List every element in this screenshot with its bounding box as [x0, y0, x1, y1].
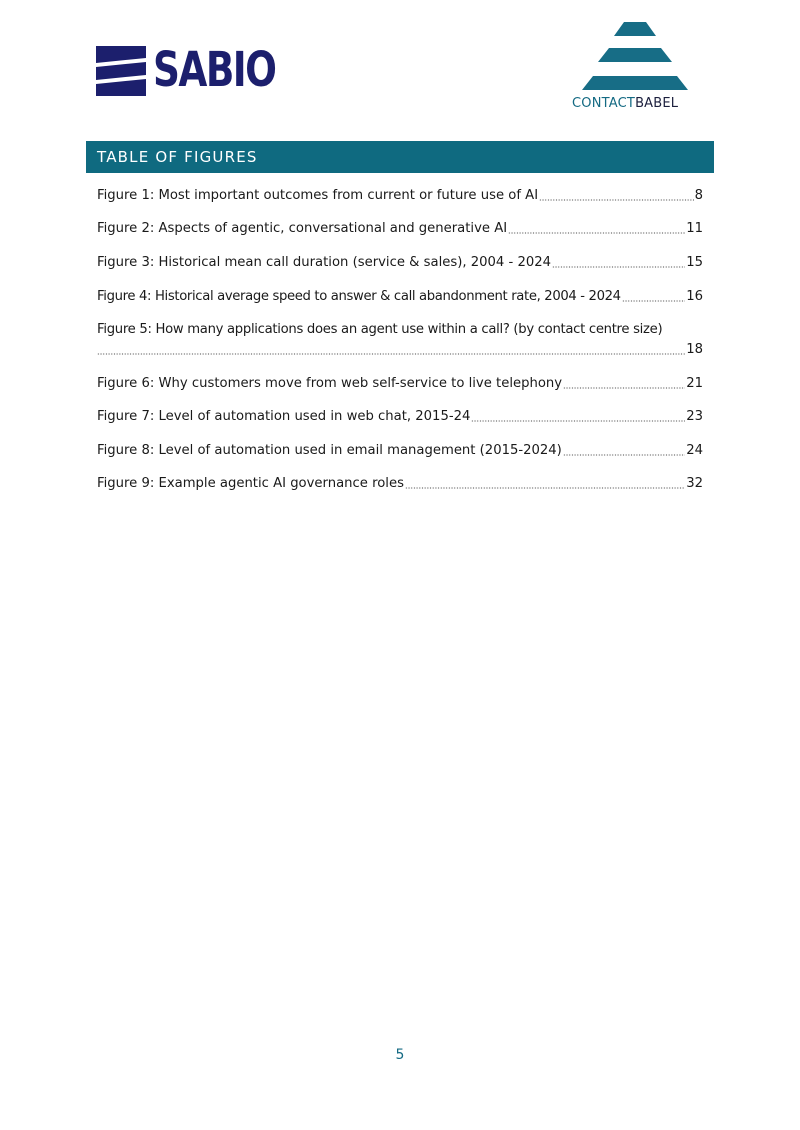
toc-entry-page: 15 [686, 255, 703, 270]
toc-entry-title: Figure 1: Most important outcomes from current or future use of AI [97, 188, 539, 203]
toc-entry-title: Figure 3: Historical mean call duration (service & sales), 2004 - 2024 [97, 255, 552, 270]
toc-entry-title: Figure 7: Level of automation used in web chat, 2015-24 [97, 409, 471, 424]
toc-entry-page: 8 [694, 188, 703, 203]
toc-entry-figure-5[interactable] [97, 320, 703, 360]
toc-entry-figure-8[interactable] [97, 441, 703, 461]
toc-entry-page: 16 [686, 289, 703, 304]
toc-entry-figure-7[interactable] [97, 407, 703, 427]
toc-entry-page: 21 [686, 376, 703, 391]
toc-entry-title: Figure 6: Why customers move from web self-service to live telephony [97, 376, 563, 391]
contactbabel-logo [570, 20, 698, 116]
dot-leader [405, 487, 685, 489]
dot-leader [563, 454, 685, 456]
pyramid-icon [578, 20, 690, 90]
toc-entry-title: Figure 8: Level of automation used in email management (2015-2024) [97, 443, 562, 458]
toc-entry-figure-1[interactable] [97, 186, 703, 206]
toc-entry-figure-9[interactable] [97, 474, 703, 494]
dot-leader [539, 199, 694, 201]
toc-entry-page: 32 [686, 476, 703, 491]
dot-leader [508, 232, 685, 234]
toc-entry-figure-4[interactable] [97, 287, 703, 307]
contactbabel-wordmark [572, 96, 678, 112]
toc-entry-page: 24 [686, 443, 703, 458]
toc-entry-figure-6[interactable] [97, 374, 703, 394]
toc-entry-title: Figure 2: Aspects of agentic, conversational and generative AI [97, 221, 508, 236]
contactbabel-wordmark-babel: BABEL [635, 96, 679, 111]
toc-entry-title: Figure 4: Historical average speed to answer & call abandonment rate, 2004 - 2024 [97, 289, 621, 304]
toc-entry-figure-2[interactable] [97, 219, 703, 239]
sabio-logo [96, 42, 276, 98]
section-header-bar [86, 141, 714, 173]
dot-leader [552, 266, 685, 268]
dot-leader [622, 300, 686, 302]
page-number: 5 [395, 1047, 405, 1063]
dot-leader [471, 420, 685, 422]
section-title: TABLE OF FIGURES [97, 148, 258, 166]
sabio-wordmark: SABIO [153, 42, 276, 98]
toc-entry-page: 18 [686, 342, 703, 357]
dot-leader [97, 353, 685, 355]
toc-entry-title: Figure 5: How many applications does an agent use within a call? (by contact centre size) [97, 322, 663, 337]
toc-entry-page: 11 [686, 221, 703, 236]
toc-entry-figure-3[interactable] [97, 253, 703, 273]
sabio-mark-icon [96, 46, 146, 96]
contactbabel-wordmark-contact: CONTACT [572, 96, 636, 111]
toc-entry-title: Figure 9: Example agentic AI governance roles [97, 476, 404, 491]
toc-entry-page: 23 [686, 409, 703, 424]
dot-leader [563, 387, 685, 389]
